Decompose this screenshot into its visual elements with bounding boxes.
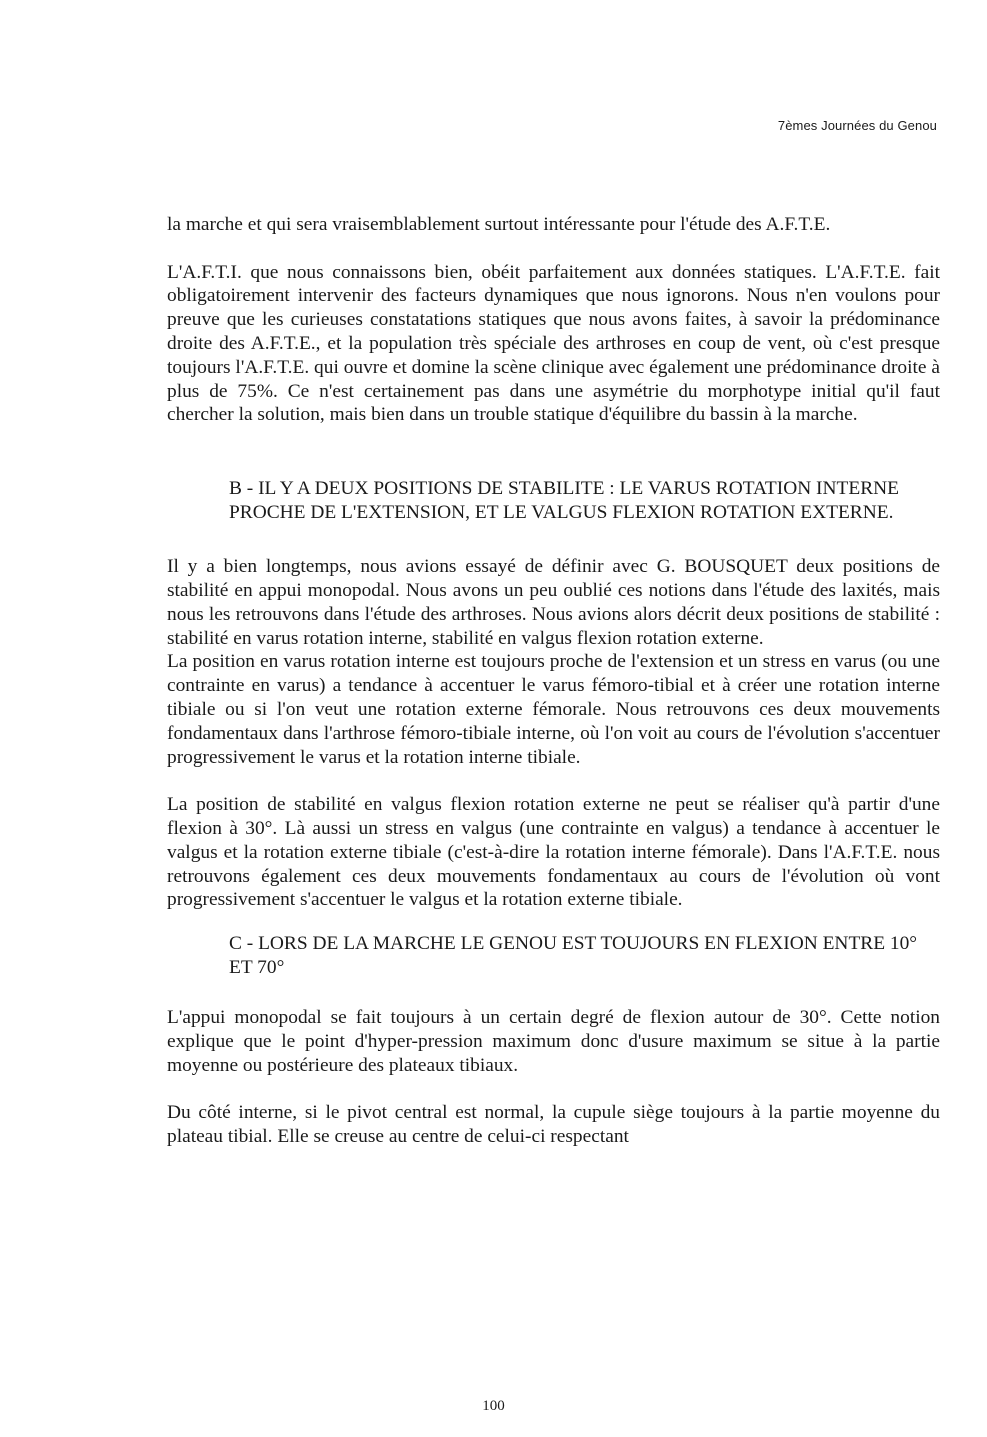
- body-text: [167, 213, 940, 1149]
- paragraph-7: Du côté interne, si le pivot central est normal, la cupule siège toujours à la partie moyenne du plateau tibial. Elle se creuse au centre de celui-ci respectant: [167, 1102, 940, 1148]
- page-number: 100: [482, 1398, 505, 1414]
- section-heading-b: B - IL Y A DEUX POSITIONS DE STABILITE : LE VARUS ROTATION INTERNE PROCHE DE L'EXTENSION, ET LE VALGUS FLEXION ROTATION EXTERNE.: [229, 478, 899, 524]
- paragraph-5: La position de stabilité en valgus flexion rotation externe ne peut se réaliser qu'à partir d'une flexion à 30°. Là aussi un stress en valgus (une contrainte en valgus) a tendance à accentuer le valgus et la rotation externe tibiale (c'est-à-dire la rotation interne fémorale). Dans l'A.F.T.E. nous retrouvons également ces deux mouvements fondamentaux au cours de l'évolution où vont progressivement s'accentuer le valgus et la rotation externe tibiale.: [167, 794, 940, 911]
- paragraph-3: Il y a bien longtemps, nous avions essayé de définir avec G. BOUSQUET deux positions de stabilité en appui monopodal. Nous avons un peu oublié ces notions dans l'étude des laxités, mais nous les retrouvons dans l'étude des arthroses. Nous avions alors décrit deux positions de stabilité : stabilité en varus rotation interne, stabilité en valgus flexion rotation externe.: [167, 556, 940, 649]
- paragraph-6: L'appui monopodal se fait toujours à un certain degré de flexion autour de 30°. Cette notion explique que le point d'hyper-pression maximum donc d'usure maximum se situe à la partie moyenne ou postérieure des plateaux tibiaux.: [167, 1007, 940, 1076]
- paragraph-4: La position en varus rotation interne est toujours proche de l'extension et un stress en varus (ou une contrainte en varus) a tendance à accentuer le varus fémoro-tibial et à créer une rotation interne tibiale ou si l'on veut une rotation externe fémorale. Nous retrouvons ces deux mouvements fondamentaux dans l'arthrose fémoro-tibiale interne, où l'on voit au cours de l'évolution s'accentuer progressivement le varus et la rotation interne tibiale.: [167, 651, 940, 768]
- running-header: 7èmes Journées du Genou: [777, 118, 937, 133]
- paragraph-2: L'A.F.T.I. que nous connaissons bien, obéit parfaitement aux données statiques. L'A.F.T.E. fait obligatoirement intervenir des facteurs dynamiques que nous ignorons. Nous n'en voulons pour preuve que les curieuses constatations statiques que nous avons faites, à savoir la prédominance droite des A.F.T.E., et la population très spéciale des arthroses en coup de vent, où c'est presque toujours l'A.F.T.E. qui ouvre et domine la scène clinique avec également une prédominance droite à plus de 75%. Ce n'est certainement pas dans une asymétrie du morphotype initial qu'il faut chercher la solution, mais bien dans un trouble statique d'équilibre du bassin à la marche.: [167, 261, 940, 426]
- section-heading-c: C - LORS DE LA MARCHE LE GENOU EST TOUJOURS EN FLEXION ENTRE 10° ET 70°: [229, 933, 918, 979]
- paragraph-1: la marche et qui sera vraisemblablement surtout intéressante pour l'étude des A.F.T.E.: [167, 214, 831, 235]
